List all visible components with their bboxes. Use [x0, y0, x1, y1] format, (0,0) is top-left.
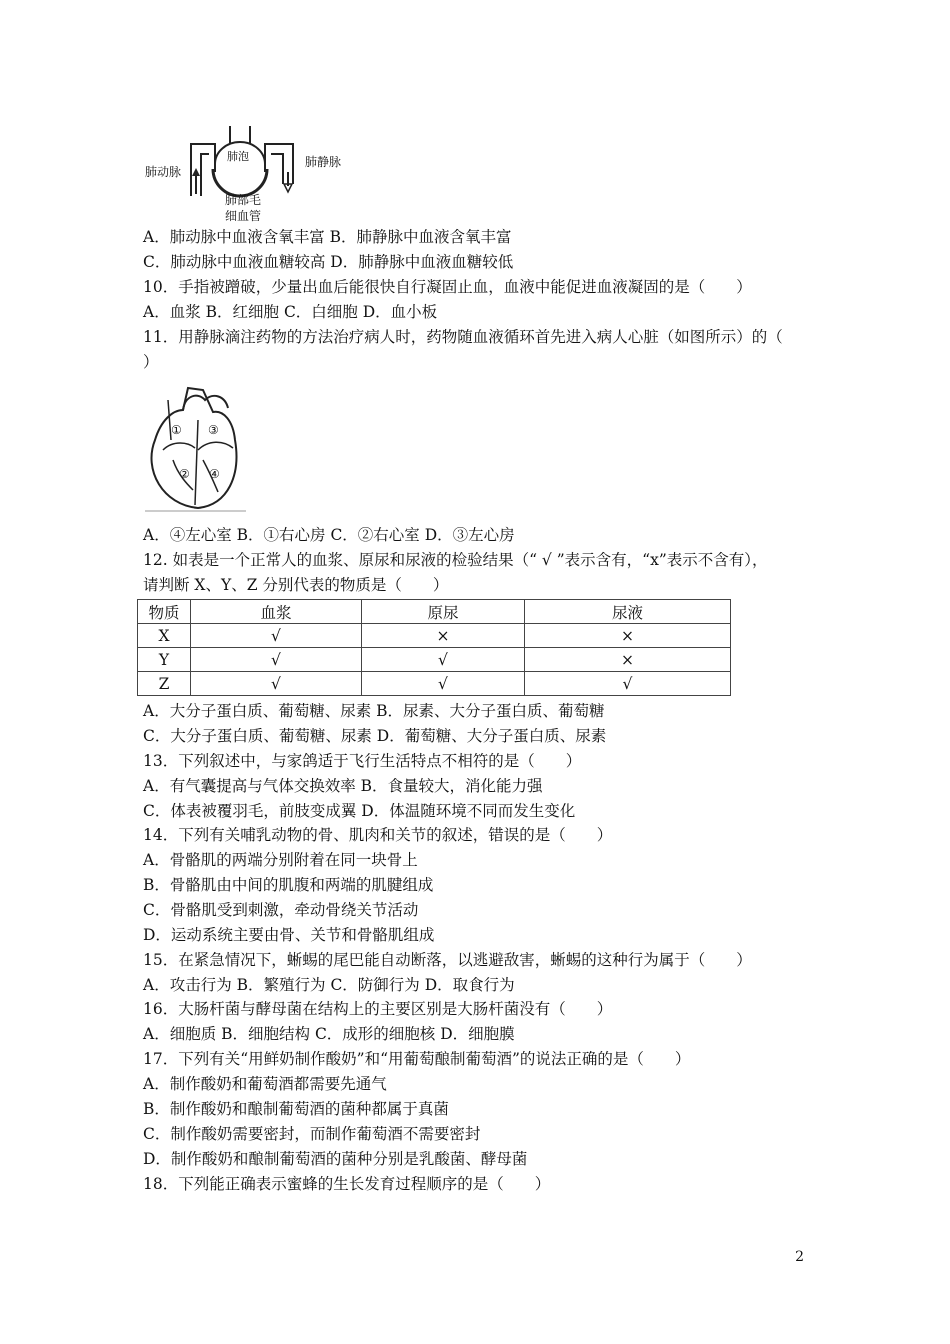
- table-cell: ×: [525, 624, 731, 648]
- heart-label-2: ②: [179, 467, 190, 481]
- q16-stem: 16．大肠杆菌与酵母菌在结构上的主要区别是大肠杆菌没有（ ）: [143, 1000, 613, 1018]
- q12-stem-1: 12. 如表是一个正常人的血浆、原尿和尿液的检验结果（“ √ ”表示含有，“x”表示不含有），: [143, 551, 768, 569]
- table-cell: √: [362, 672, 525, 696]
- q13-stem: 13．下列叙述中，与家鸽适于飞行生活特点不相符的是（ ）: [143, 752, 582, 770]
- table-row: [138, 672, 731, 696]
- label-pulmonary-vein: 肺静脉: [305, 155, 342, 169]
- q18-stem: 18．下列能正确表示蜜蜂的生长发育过程顺序的是（ ）: [143, 1175, 551, 1193]
- q11-stem-2: ）: [143, 353, 159, 371]
- q13-option-line-2: C．体表被覆羽毛，前肢变成翼 D．体温随环境不同而发生变化: [143, 802, 576, 820]
- q9-option-line-1: A．肺动脉中血液含氧丰富 B．肺静脉中血液含氧丰富: [143, 228, 512, 246]
- heart-label-4: ④: [209, 467, 220, 481]
- table-header: 血浆: [191, 600, 362, 624]
- label-pulmonary-artery: 肺动脉: [145, 165, 182, 179]
- q16-options: A．细胞质 B．细胞结构 C．成形的细胞核 D．细胞膜: [143, 1025, 515, 1043]
- q14-option-c: C．骨骼肌受到刺激，牵动骨绕关节活动: [143, 901, 419, 919]
- table-cell: √: [191, 624, 362, 648]
- q15-options: A．攻击行为 B．繁殖行为 C．防御行为 D．取食行为: [143, 976, 515, 994]
- heart-figure: [143, 380, 248, 515]
- q10-stem: 10．手指被蹭破，少量出血后能很快自行凝固止血，血液中能促进血液凝固的是（ ）: [143, 278, 752, 296]
- table-header-row: [138, 600, 731, 624]
- q15-stem: 15．在紧急情况下，蜥蜴的尾巴能自动断落，以逃避敌害，蜥蜴的这种行为属于（ ）: [143, 951, 752, 969]
- table-cell: Z: [138, 672, 191, 696]
- table-header: 物质: [138, 600, 191, 624]
- q11-options: A．④左心室 B．①右心房 C．②右心室 D．③左心房: [143, 526, 515, 544]
- q12-option-line-1: A．大分子蛋白质、葡萄糖、尿素 B．尿素、大分子蛋白质、葡萄糖: [143, 702, 605, 720]
- table-cell: Y: [138, 648, 191, 672]
- table-cell: √: [191, 648, 362, 672]
- heart-label-3: ③: [208, 423, 219, 437]
- q14-stem: 14．下列有关哺乳动物的骨、肌肉和关节的叙述，错误的是（ ）: [143, 826, 613, 844]
- table-cell: X: [138, 624, 191, 648]
- table-cell: ×: [362, 624, 525, 648]
- label-capillary-2: 细血管: [225, 209, 262, 223]
- q12-table: [137, 599, 731, 696]
- table-cell: √: [191, 672, 362, 696]
- q17-option-b: B．制作酸奶和酿制葡萄酒的菌种都属于真菌: [143, 1100, 449, 1118]
- q14-option-d: D．运动系统主要由骨、关节和骨骼肌组成: [143, 926, 435, 944]
- q11-stem-1: 11．用静脉滴注药物的方法治疗病人时，药物随血液循环首先进入病人心脏（如图所示）的（: [143, 328, 783, 346]
- table-header: 尿液: [525, 600, 731, 624]
- table-row: [138, 624, 731, 648]
- q12-stem-2: 请判断 X、Y、Z 分别代表的物质是（ ）: [143, 576, 449, 594]
- label-capillary-1: 肺部毛: [225, 193, 262, 207]
- lung-circulation-figure: [143, 124, 353, 224]
- q14-option-a: A．骨骼肌的两端分别附着在同一块骨上: [143, 851, 418, 869]
- table-cell: √: [525, 672, 731, 696]
- q9-option-line-2: C．肺动脉中血液血糖较高 D．肺静脉中血液血糖较低: [143, 253, 514, 271]
- page-number: 2: [795, 1249, 804, 1265]
- q10-options: A．血浆 B．红细胞 C．白细胞 D．血小板: [143, 303, 438, 321]
- q17-option-a: A．制作酸奶和葡萄酒都需要先通气: [143, 1075, 387, 1093]
- table-row: [138, 648, 731, 672]
- q14-option-b: B．骨骼肌由中间的肌腹和两端的肌腱组成: [143, 876, 434, 894]
- heart-label-1: ①: [171, 423, 182, 437]
- table-cell: √: [362, 648, 525, 672]
- q17-option-c: C．制作酸奶需要密封，而制作葡萄酒不需要密封: [143, 1125, 481, 1143]
- q17-stem: 17．下列有关“用鲜奶制作酸奶”和“用葡萄酿制葡萄酒”的说法正确的是（ ）: [143, 1050, 691, 1068]
- q13-option-line-1: A．有气囊提高与气体交换效率 B．食量较大，消化能力强: [143, 777, 543, 795]
- table-cell: ×: [525, 648, 731, 672]
- table-header: 原尿: [362, 600, 525, 624]
- q17-option-d: D．制作酸奶和酿制葡萄酒的菌种分别是乳酸菌、酵母菌: [143, 1150, 528, 1168]
- label-alveolus: 肺泡: [227, 150, 249, 163]
- q12-option-line-2: C．大分子蛋白质、葡萄糖、尿素 D．葡萄糖、大分子蛋白质、尿素: [143, 727, 607, 745]
